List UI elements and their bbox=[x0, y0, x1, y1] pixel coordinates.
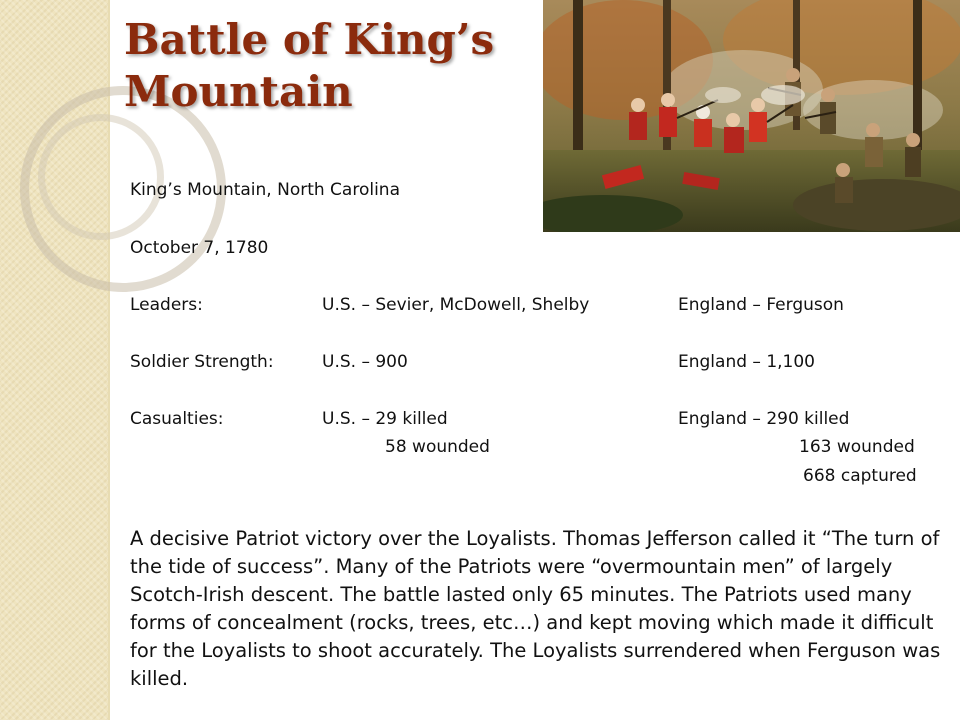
casualties-label: Casualties: bbox=[130, 409, 224, 429]
strength-label: Soldier Strength: bbox=[130, 352, 274, 372]
location-text: King’s Mountain, North Carolina bbox=[130, 180, 400, 200]
leaders-label: Leaders: bbox=[130, 295, 203, 315]
title-line-2: Mountain bbox=[124, 67, 353, 116]
date-text: October 7, 1780 bbox=[130, 238, 269, 258]
strength-england: England – 1,100 bbox=[678, 352, 815, 372]
decorative-ring-inner bbox=[38, 114, 164, 240]
casualties-england-wounded: 163 wounded bbox=[799, 437, 915, 457]
leaders-england: England – Ferguson bbox=[678, 295, 844, 315]
casualties-us-killed: U.S. – 29 killed bbox=[322, 409, 448, 429]
casualties-us-wounded: 58 wounded bbox=[385, 437, 490, 457]
casualties-england-captured: 668 captured bbox=[803, 466, 917, 486]
slide-title bbox=[124, 14, 494, 118]
leaders-us: U.S. – Sevier, McDowell, Shelby bbox=[322, 295, 590, 315]
battle-painting-icon bbox=[543, 0, 960, 232]
title-line-1: Battle of King’s bbox=[124, 15, 495, 64]
casualties-england-killed: England – 290 killed bbox=[678, 409, 850, 429]
strength-us: U.S. – 900 bbox=[322, 352, 408, 372]
battle-summary: A decisive Patriot victory over the Loyalists. Thomas Jefferson called it “The turn of the tide of success”. Many of the Patriots were “overmountain men” of largely Scotch-Irish descent. The battle lasted only 65 minutes. The Patriots used many forms of concealment (rocks, trees, etc…) and kept moving which made it difficult for the Loyalists to shoot accurately. The Loyalists surrendered when Ferguson was killed. bbox=[130, 527, 941, 690]
